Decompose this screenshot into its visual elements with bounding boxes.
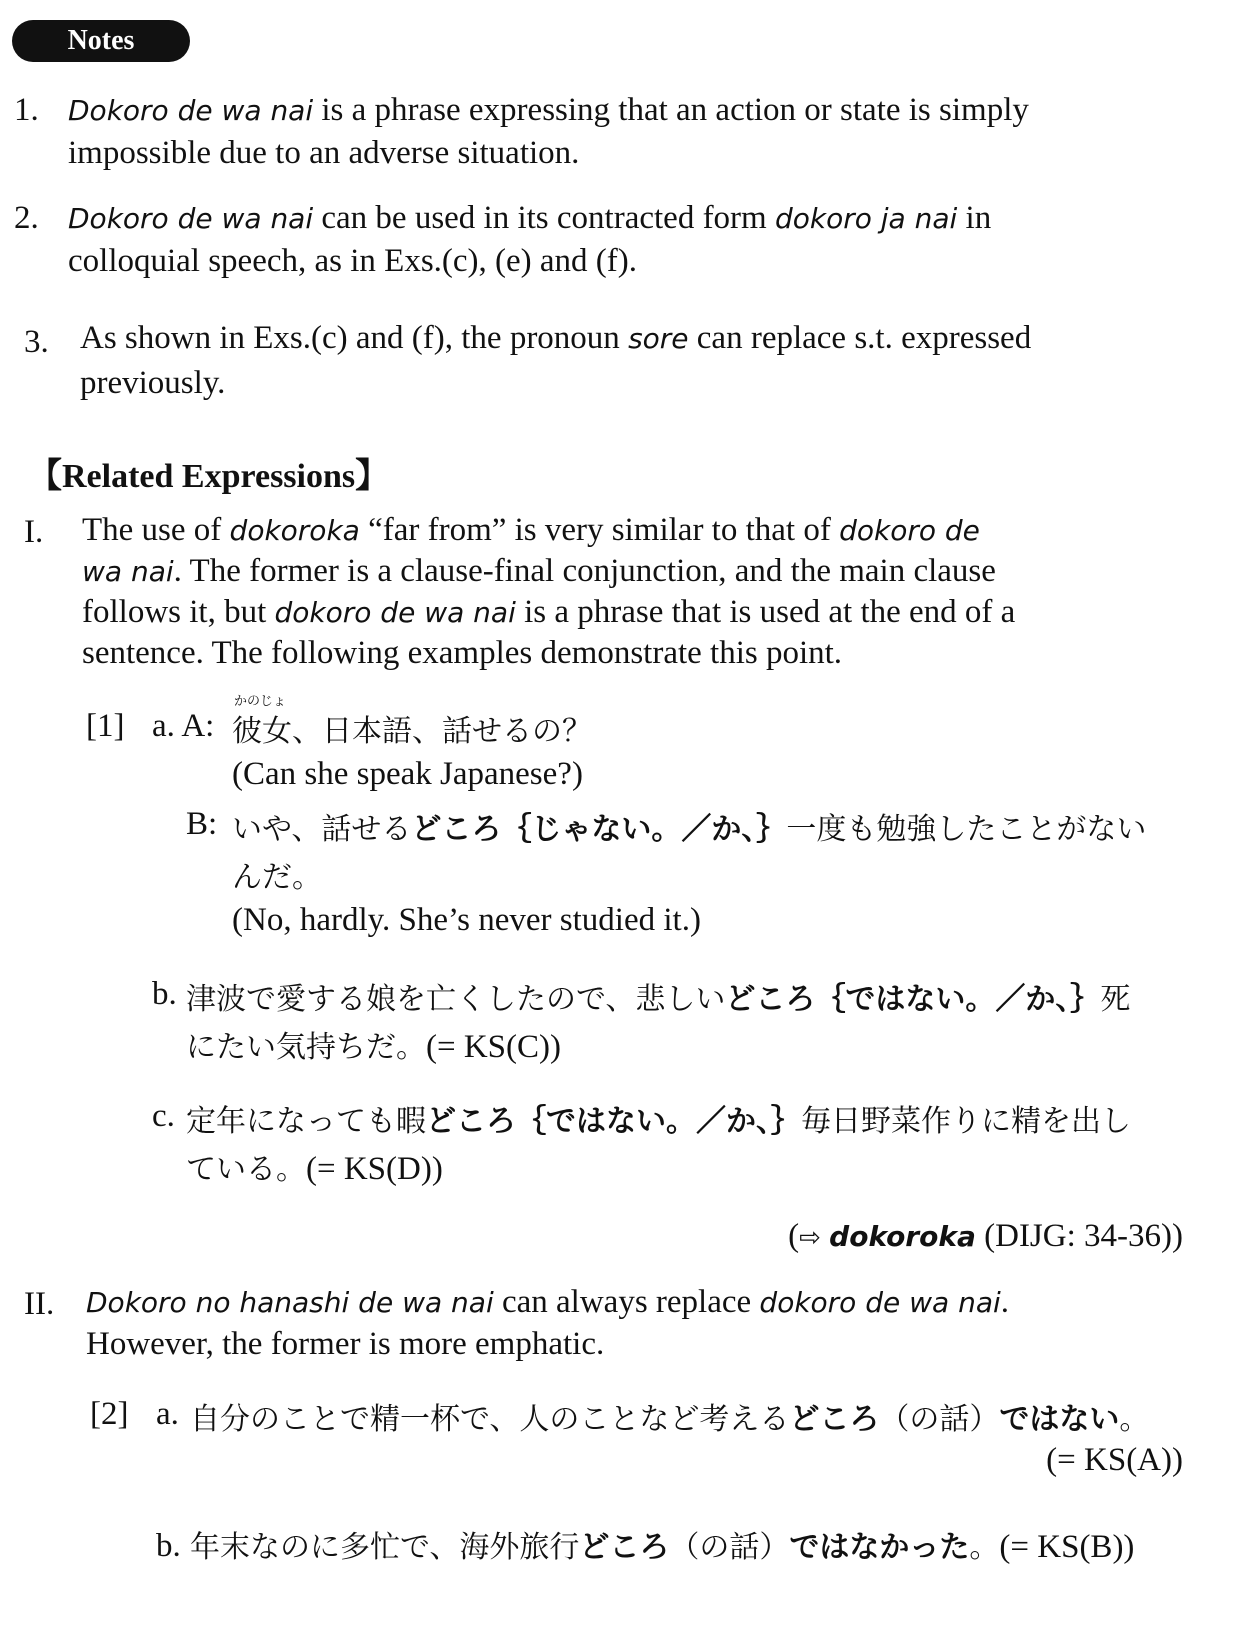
note-1-number: 1. — [14, 92, 39, 128]
related-2-line-2: However, the former is more emphatic. — [86, 1326, 605, 1362]
term: wa nai — [82, 555, 174, 588]
text: 毎日野菜作りに精を出し — [801, 1104, 1131, 1139]
example-2a-ks: (= KS(A)) — [1046, 1442, 1183, 1478]
cross-reference — [788, 1218, 1183, 1255]
text: 一度も勉強したことがない — [786, 812, 1147, 847]
text: 津波で愛する娘を亡くしたので、悲しい — [186, 982, 726, 1017]
related-expressions-heading: 【Related Expressions】 — [28, 458, 390, 495]
example-1c-japanese-1 — [186, 1096, 1131, 1140]
text: (DIJG: 34-36)) — [975, 1218, 1183, 1254]
term: dokoroka — [829, 1220, 976, 1253]
notes-badge: Notes — [12, 20, 190, 62]
ks-reference: (= KS(D)) — [306, 1151, 443, 1187]
example-1c-japanese-2 — [186, 1144, 443, 1192]
text: いや、話せる — [232, 812, 412, 847]
text: is a phrase expressing that an action or state is simply — [313, 92, 1029, 128]
example-1b-japanese-1 — [186, 974, 1130, 1018]
furigana: かのじょ — [234, 694, 287, 709]
ks-reference: (= KS(B)) — [999, 1529, 1135, 1565]
text: 定年になっても暇 — [186, 1104, 426, 1139]
term: dokoro ja nai — [774, 202, 958, 235]
text: The use of — [82, 512, 230, 548]
text: 。 — [969, 1530, 1000, 1565]
text: can be used in its contracted form — [313, 200, 775, 236]
example-2b-japanese — [190, 1522, 1134, 1570]
text: in — [957, 200, 992, 236]
bold-text: どころ — [789, 1402, 880, 1437]
note-2-line-1 — [68, 196, 991, 241]
example-1a-b-label: B: — [186, 806, 218, 842]
text: . — [1000, 1284, 1010, 1320]
related-2-line-1 — [86, 1280, 1009, 1325]
related-2-number: II. — [24, 1286, 55, 1322]
text: can replace s.t. expressed — [688, 320, 1032, 356]
example-1a-b-japanese-2: んだ。 — [232, 860, 322, 895]
text: 自分のことで精一杯で、人のことなど考える — [190, 1402, 790, 1437]
term: Dokoro de wa nai — [68, 94, 314, 127]
note-2-line-2: colloquial speech, as in Exs.(c), (e) and (f). — [68, 243, 638, 279]
bold-text: どころ｛じゃない。／か、｝ — [411, 812, 787, 847]
bold-text: どころ — [579, 1530, 670, 1565]
note-3-line-1 — [80, 316, 1031, 361]
example-1b-label: b. — [152, 976, 177, 1012]
note-1-line-1 — [68, 88, 1029, 133]
example-1b-japanese-2 — [186, 1022, 561, 1070]
term: sore — [628, 322, 689, 355]
example-1-label: [1] — [86, 708, 125, 744]
bold-text: ではない — [999, 1402, 1120, 1437]
note-3-number: 3. — [24, 324, 49, 360]
example-2b-label: b. — [156, 1528, 181, 1564]
text: 年末なのに多忙で、海外旅行 — [190, 1530, 580, 1565]
term: dokoro de wa nai — [274, 596, 516, 629]
text: “far from” is very similar to that of — [359, 512, 840, 548]
example-1a-japanese: 彼女、日本語、話せるの？ — [232, 714, 592, 749]
text: にたい気持ちだ。 — [186, 1030, 426, 1065]
example-2a-label: a. — [156, 1396, 179, 1432]
example-1a-b-japanese-1 — [232, 804, 1146, 848]
text: . The former is a clause-final conjunction, and the main clause — [173, 553, 996, 589]
text: 死 — [1100, 982, 1131, 1017]
example-2a-japanese — [190, 1394, 1149, 1438]
term: Dokoro de wa nai — [68, 202, 314, 235]
term: dokoro de wa nai — [759, 1286, 1001, 1319]
term: Dokoro no hanashi de wa nai — [86, 1286, 494, 1319]
text: （の話） — [879, 1402, 1000, 1437]
bold-text: どころ｛ではない。／か、｝ — [426, 1104, 801, 1139]
term: dokoro de — [839, 514, 980, 547]
example-1a-b-english: (No, hardly. She’s never studied it.) — [232, 902, 701, 938]
example-1a-label: a. A: — [152, 708, 215, 744]
text: is a phrase that is used at the end of a — [515, 594, 1016, 630]
note-3-line-2: previously. — [80, 365, 226, 401]
arrow-icon: ⇨ — [799, 1223, 821, 1253]
text: ( — [788, 1218, 800, 1254]
related-1-line-3 — [82, 590, 1015, 635]
example-1a-english: (Can she speak Japanese?) — [232, 756, 583, 792]
text: As shown in Exs.(c) and (f), the pronoun — [80, 320, 629, 356]
related-1-line-1 — [82, 508, 980, 553]
example-2-label: [2] — [90, 1396, 129, 1432]
text: 。 — [1119, 1402, 1150, 1437]
bold-text: ではなかった — [789, 1530, 970, 1565]
related-1-line-4: sentence. The following examples demonstrate this point. — [82, 635, 843, 671]
example-1c-label: c. — [152, 1098, 175, 1134]
bold-text: どころ｛ではない。／か、｝ — [725, 982, 1101, 1017]
note-2-number: 2. — [14, 200, 39, 236]
text: follows it, but — [82, 594, 275, 630]
ks-reference: (= KS(C)) — [426, 1029, 562, 1065]
related-1-number: I. — [24, 514, 44, 550]
term: dokoroka — [229, 514, 360, 547]
text: can always replace — [493, 1284, 760, 1320]
text: ている。 — [186, 1152, 306, 1187]
note-1-line-2: impossible due to an adverse situation. — [68, 135, 580, 171]
text: （の話） — [669, 1530, 790, 1565]
related-1-line-2 — [82, 549, 996, 594]
